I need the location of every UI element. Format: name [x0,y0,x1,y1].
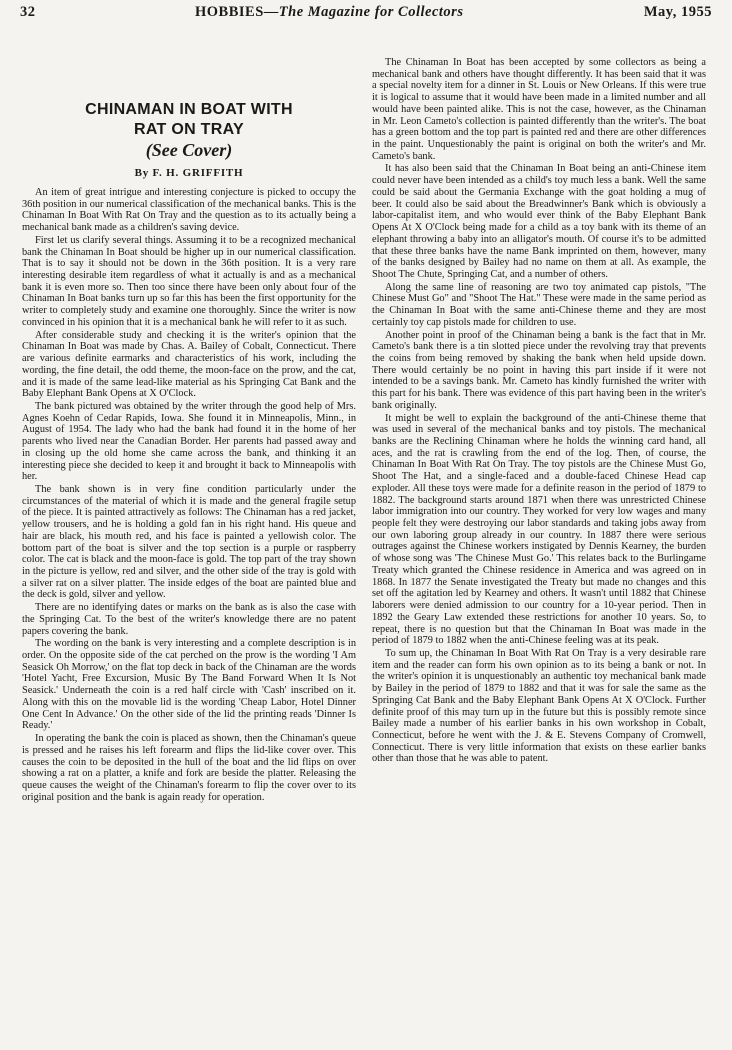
article-heading [22,100,356,179]
left-paragraph: In operating the bank the coin is placed as shown, then the Chinaman's queue is pressed and he raises his left forearm and flips the lid-like cover over. This causes the coin to be deposited in the hull of the boat and the lid flips on over showing a rat on a platter, a knife and fork are beside the platter. Releasing the queue causes the weight of the Chinaman's forearm to flip the cover over to its original position and the bank is again ready for operation. [22,733,356,803]
article-title-line2: RAT ON TRAY [134,121,244,138]
right-paragraph: Another point in proof of the Chinaman being a bank is the fact that in Mr. Cameto's bank there is a tin slotted piece under the revolving tray that prevents the coins from being removed by shaking the bank when held upside down. There would certainly be no point in having this part inside if it were not intended to be a savings bank. Mr. Cameto has kindly furnished the writer with this part for his bank. There was evidence of this part having been in the writer's bank originally. [372,329,706,411]
right-column [372,57,706,766]
right-paragraph: It has also been said that the Chinaman In Boat being an anti-Chinese item could never have been intended as a child's toy much less a bank. Well the same could be said about the Germania Exchange with the goat holding a mug of beer. It could also be said about the Breadwinner's Bank which is obviously a labor-capitalist item, and who would ever think of the Baby Elephant Bank Opens At X O'Clock being made for a child as a toy bank with its theme of an elephant throwing a baby into an alligator's mouth. Of course it's to be admitted that these three banks have the name Bank imprinted on them, however, many of the banks designed by Bailey had no name on them at all. As example, the Shoot The Chute, Springing Cat, and a number of others. [372,163,706,280]
left-paragraph: There are no identifying dates or marks on the bank as is also the case with the Springing Cat. To the best of the writer's knowledge there are no patent papers covering the bank. [22,602,356,637]
right-paragraph: To sum up, the Chinaman In Boat With Rat On Tray is a very desirable rare item and the reader can form his own opinion as to its being a bank or not. In the writer's opinion it is unquestionably an authentic toy mechanical bank made by Bailey in the period of 1879 to 1882 and that it was for sale the same as the Springing Cat Bank and the Baby Elephant Bank Opens At X O'Clock. Further definite proof of this may turn up in the future but this is possibly remote since Bailey made a number of his earlier banks in his own workshop in Cobalt, Connecticut, before he went with the J. & E. Stevens Company of Cromwell, Connecticut. There is very little information that exists on these earlier banks other than those that he was able to patent. [372,647,706,765]
page-header [20,4,712,24]
article-title-line1: CHINAMAN IN BOAT WITH [85,101,293,118]
page-number: 32 [20,4,36,20]
left-paragraph: The bank pictured was obtained by the writer through the good help of Mrs. Agnes Koehn of Cedar Rapids, Iowa. She found it in Minneapolis, Minn., in August of 1954. The lady who had the bank had found it in the home of her parents who lived near the Canadian Border. Her parents had passed away and in closing up the old home she came across the bank, and thinking it an interesting piece she decided to keep it and brought it back to Minneapolis with her. [22,400,356,483]
left-paragraph: The wording on the bank is very interesting and a complete description is in order. On the opposite side of the cat perched on the prow is the wording 'I Am Seasick Oh Morrow,' on the flat top deck in back of the Chinaman are the words 'Hotel Yacht, Free Excursion, Music By The Band Forward When It Is Not Seasick.' Underneath the coin is a red half circle with 'Cash' inscribed on it. Along with this on the movable lid is the wording 'Cheap Labor, Hotel Dinner One Cent In Advance.' On the other side of the lid the printing reads 'Dinner Is Ready.' [22,638,356,732]
right-paragraph: The Chinaman In Boat has been accepted by some collectors as being a mechanical bank and others have thought differently. It has been said that it was a special novelty item for a dinner in St. Louis or New Orleans. If this were true it is logical to assume that it would have been made in a limited number and all would have been painted alike. This is not the case, however, as the Chinaman in Mr. Leon Cameto's collection is painted differently than the writer's. The boat has a green bottom and the top part is painted red and there are other differences in the paint. Unquestionably the paint is original on both the writer's and Mr. Cameto's bank. [372,57,706,162]
article-byline: By F. H. GRIFFITH [134,167,244,179]
right-paragraph: Along the same line of reasoning are two toy animated cap pistols, "The Chinese Must Go" and "Shoot The Hat." These were made in the same period as the Chinaman In Boat with the same anti-Chinese theme and they are most certainly toy cap pistols made for children to use. [372,281,706,328]
left-paragraph: The bank shown is in very fine condition particularly under the circumstances of the material of which it is made and the general fragile setup of the piece. It is painted attractively as follows: The Chinaman has a red jacket, yellow trousers, and he is holding a gold fan in his right hand. His queue and hair are black, his mouth red, and his face is painted a yellowish color. The bottom part of the boat is silver and the top section is a purple or raspberry color. The cat is black and the moon-face is gold. The top part of the tray shown in the picture is yellow, red and silver, and the other side of the tray is gold with a silver rat on a silver platter. The inside edges of the boat are painted blue and the deck is gold, silver and yellow. [22,483,356,601]
magazine-name: The Magazine for Collectors [278,4,464,20]
left-paragraph: An item of great intrigue and interesting conjecture is picked to occupy the 36th position in our numerical classification of the mechanical banks. This is the Chinaman In Boat With Rat On Tray and the question as to its actually being a mechanical bank made as a children's saving device. [22,187,356,234]
right-paragraph: It might be well to explain the background of the anti-Chinese theme that was used in several of the mechanical banks and toy pistols. The mechanical banks are the Reclining Chinaman where he holds the winning card hand, all aces, and the rat is crawling from the end of the log. Then, of course, the Chinaman In Boat With Rat On Tray. The toy pistols are the Chinese Must Go, Shoot The Hat, and a single-faced and a double-faced Chinese Head cap exploder. All these toys were made for a definite reason in the period of 1879 to 1882. The background starts around 1871 when there was unrestricted Chinese labor immigration into our country. They worked for very low wages and many people felt they were destroying our labor standards and taking jobs away from our own laboring group already in our country. In 1887 there were serious outrages against the Chinese workers instigated by Dennis Kearney, the burden of whose song was 'The Chinese Must Go.' This relates back to the Burlingame Treaty which granted the Chinese residence in America and was agreed on in 1868. In 1877 the Senate investigated the Treaty but made no changes and this set off the agitation led by Kearney and others. It wasn't until 1882 that Chinese laborers were denied admission to our country for a 10-year period. Then in 1892 the Geary Law extended these restrictions for another 10 years. So, to repeat, there is no question but that the Chinaman In Boat was made in the period of 1879 to 1882 when the anti-Chinese feeling was at its peak. [372,412,706,647]
left-column [22,187,356,804]
magazine-title [195,4,463,21]
issue-date: May, 1955 [643,4,712,20]
left-paragraph: First let us clarify several things. Assuming it to be a recognized mechanical bank the Chinaman In Boat should be higher up in our numerical classification. That is to say it should not be down in the 36th position. It is a very rare interesting desirable item regardless of what it actually is and as a mechanical bank it is even more so. Then too since there have been only about four of the Chinaman In Boat banks turn up so far this has been the first opportunity for the writer to completely study and examine one thoroughly. Since the writer is now convinced in his opinion that it is a mechanical bank he will refer to it as such. [22,234,356,328]
article-subtitle: (See Cover) [145,140,233,160]
magazine-prefix: HOBBIES— [195,4,279,20]
left-paragraph: After considerable study and checking it is the writer's opinion that the Chinaman In Boat was made by Chas. A. Bailey of Cobalt, Connecticut. There are various definite earmarks and characteristics of his work, including the wording, the fine detail, the odd theme, the moon-face on the prow, and the cat, and it is made of the same lead-like material as his Springing Cat Bank and the Baby Elephant Bank Opens at X O'Clock. [22,329,356,400]
